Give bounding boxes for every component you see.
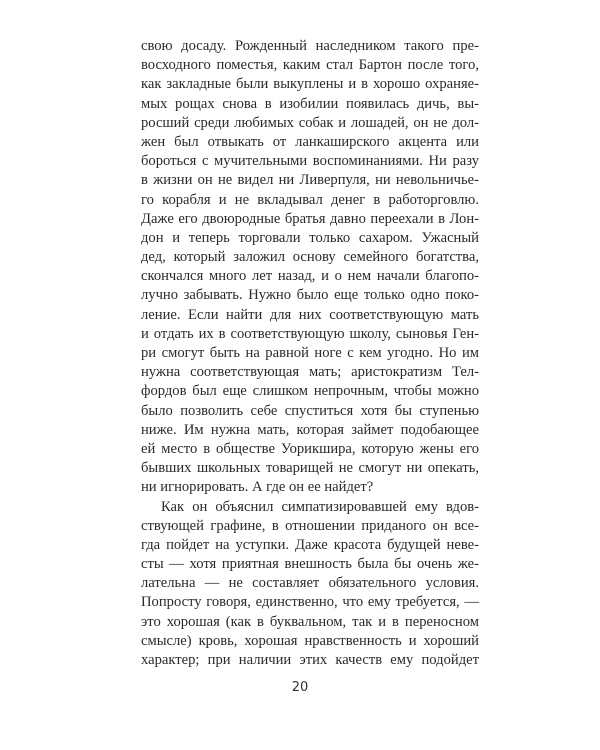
text-line: в жизни он не видел ни Ливерпуля, ни невольничье- bbox=[141, 172, 479, 189]
text-line: восходного поместья, каким стал Бартон после того, bbox=[141, 57, 479, 74]
text-line: Даже его двоюродные братья давно переехали в Лон- bbox=[141, 210, 479, 227]
text-line: дед, который заложил основу семейного богатства, bbox=[141, 249, 479, 266]
text-line: го корабля и не вкладывал денег в работорговлю. bbox=[141, 191, 479, 208]
text-line: Как он объяснил симпатизировавшей ему вдов- bbox=[161, 498, 479, 515]
text-line: ствующей графине, в отношении приданого он все- bbox=[141, 517, 479, 534]
text-line: ниже. Им нужна мать, которая займет подобающее bbox=[141, 421, 479, 438]
text-line: лательна — не составляет обязательного условия. bbox=[141, 575, 479, 592]
text-line: дон и теперь торговали только сахаром. Ужасный bbox=[141, 229, 479, 246]
page-number: 20 bbox=[291, 680, 309, 695]
text-line: и отдать их в соответствующую школу, сыновья Ген- bbox=[141, 325, 479, 342]
text-line: бывших школьных товарищей не смогут ни опекать, bbox=[141, 460, 479, 477]
text-line: ри смогут быть на равной ноге с кем угодно. Но им bbox=[141, 345, 479, 361]
text-line: ни игнорировать. А где он ее найдет? bbox=[141, 479, 374, 496]
text-line: было позволить себе спуститься хотя бы ступенью bbox=[141, 402, 479, 419]
text-line: жен был отвыкать от ланкаширского акцента или bbox=[141, 133, 479, 150]
text-line: как закладные были выкуплены и в хорошо охраняе- bbox=[141, 76, 479, 93]
text-line: гда пойдет на уступки. Даже красота будущей неве- bbox=[141, 536, 479, 553]
text-line: ей место в обществе Уорикшира, которую жены его bbox=[141, 440, 479, 457]
text-line: ление. Если найти для них соответствующую мать bbox=[141, 306, 479, 323]
page-body-text bbox=[141, 37, 479, 670]
text-line: лучно забывать. Нужно было еще только одно поко- bbox=[141, 287, 479, 304]
text-line: фордов был еще слишком непрочным, чтобы можно bbox=[141, 383, 479, 400]
text-line: смысле) кровь, хорошая нравственность и хороший bbox=[141, 632, 479, 649]
text-line: скончался много лет назад, и о нем начали благопо- bbox=[141, 268, 479, 285]
text-line: свою досаду. Рожденный наследником такого пре- bbox=[141, 38, 479, 54]
text-line: характер; при наличии этих качеств ему подойдет bbox=[141, 652, 479, 668]
text-line: нужна соответствующая мать; аристократизм Тел- bbox=[141, 364, 479, 381]
paragraph bbox=[141, 37, 479, 498]
text-line: это хорошая (как в буквальном, так и в переносном bbox=[141, 613, 479, 630]
text-line: сты — хотя приятная внешность была бы очень же- bbox=[141, 556, 479, 573]
text-line: росший среди любимых собак и лошадей, он не дол- bbox=[141, 114, 479, 131]
text-line: мых рощах снова в изобилии появилась дичь, вы- bbox=[141, 95, 479, 112]
paragraph bbox=[141, 498, 479, 671]
text-line: Попросту говоря, единственно, что ему требуется, — bbox=[141, 594, 479, 611]
text-line: бороться с мучительными воспоминаниями. Ни разу bbox=[141, 153, 479, 170]
